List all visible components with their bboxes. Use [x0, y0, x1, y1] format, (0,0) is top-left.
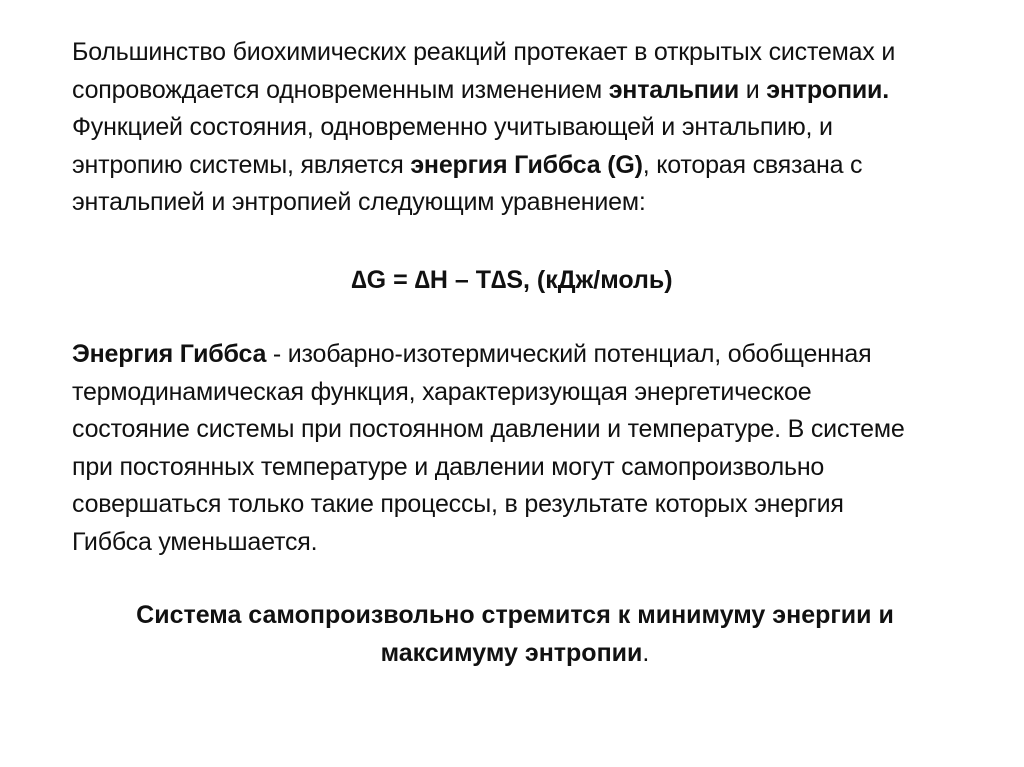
definition-line-1	[72, 336, 952, 374]
definition-paragraph	[72, 336, 952, 561]
term-enthalpy: энтальпии	[608, 75, 740, 104]
gibbs-equation: ∆G = ∆H – T∆S, (кДж/моль)	[351, 266, 673, 294]
intro-line-2	[72, 72, 952, 110]
definition-line-4: при постоянных температуре и давлении могут самопроизвольно	[72, 452, 825, 481]
intro-line-4-tail: , которая связана с	[642, 150, 863, 179]
definition-line-2: термодинамическая функция, характеризующая энергетическое	[72, 377, 812, 406]
conclusion	[100, 597, 930, 672]
term-gibbs-energy-heading: Энергия Гиббса	[72, 340, 267, 368]
intro-line-1: Большинство биохимических реакций протекает в открытых системах и	[72, 38, 896, 66]
definition-line-6: Гиббса уменьшается.	[72, 527, 318, 556]
intro-line-2-text: сопровождается одновременным изменением	[72, 75, 609, 104]
intro-line-2-period: .	[882, 75, 889, 104]
term-entropy: энтропии	[766, 75, 883, 104]
intro-line-4	[72, 147, 952, 185]
intro-paragraph	[72, 34, 952, 222]
intro-line-4-text: энтропию системы, является	[72, 150, 411, 179]
definition-line-5: совершаться только такие процессы, в результате которых энергия	[72, 490, 844, 518]
conclusion-period: .	[642, 638, 650, 667]
definition-line-3: состояние системы при постоянном давлении и температуре. В системе	[72, 415, 905, 443]
intro-line-2-conj: и	[739, 75, 767, 104]
definition-line-1-text: - изобарно-изотермический потенциал, обобщенная	[266, 340, 872, 368]
term-gibbs-energy: энергия Гиббса (G)	[410, 150, 643, 179]
conclusion-line-1: Система самопроизвольно стремится к минимуму энергии и	[136, 601, 894, 629]
conclusion-line-2-text: максимуму энтропии	[380, 638, 643, 667]
intro-line-3: Функцией состояния, одновременно учитывающей и энтальпию, и	[72, 113, 833, 141]
conclusion-line-2	[100, 635, 930, 673]
intro-line-5: энтальпией и энтропией следующим уравнением:	[72, 188, 646, 216]
